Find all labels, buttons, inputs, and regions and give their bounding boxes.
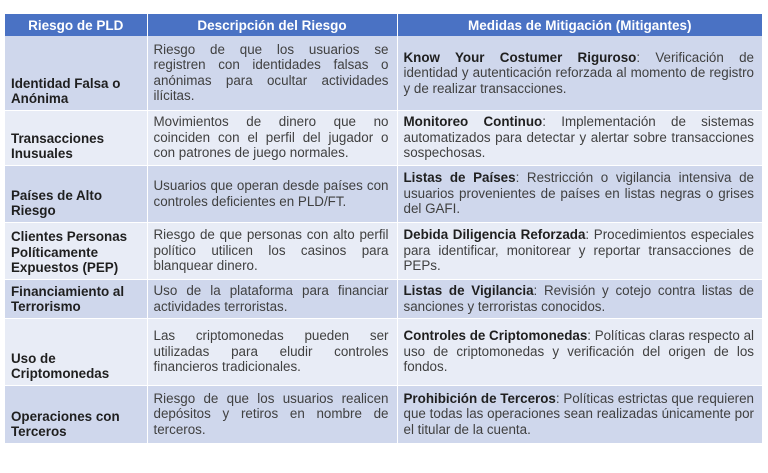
description-cell: Usuarios que operan desde países con controles deficientes en PLD/FT. [147,165,397,222]
mitigation-text: : Verificación de identidad y autenticación reforzada al momento de registro y de realizar transacciones. [403,49,754,96]
table-row [5,222,762,279]
mitigation-text: : Procedimientos especiales para identificar, monitorear y reportar transacciones de PEPs. [403,227,754,274]
table-row [5,279,762,318]
risk-cell: Transacciones Inusuales [5,110,147,165]
risk-cell: Clientes Personas Políticamente Expuestos (PEP) [5,222,147,279]
description-cell: Movimientos de dinero que no coinciden con el perfil del jugador o con patrones de juego normales. [147,110,397,165]
description-cell: Las criptomonedas pueden ser utilizadas para eludir controles financieros tradicionales. [147,318,397,385]
mitigation-cell [397,165,762,222]
mitigation-cell [397,279,762,318]
mitigation-title: Monitoreo Continuo [403,114,543,130]
table-header [5,14,762,36]
document [0,14,768,444]
risk-cell: Financiamiento al Terrorismo [5,279,147,318]
pld-risk-table [5,14,762,444]
mitigation-text: : Restricción o vigilancia intensiva de usuarios provenientes de países en listas negras o grises del GAFI. [403,170,754,217]
mitigation-title: Listas de Vigilancia [403,283,534,298]
mitigation-cell [397,385,762,443]
table-row [5,385,762,443]
risk-cell: Países de Alto Riesgo [5,165,147,222]
mitigation-title: Debida Diligencia Reforzada [403,227,586,243]
mitigation-text: : Políticas claras respecto al uso de criptomonedas y verificación del origen de los fondos. [403,328,754,375]
mitigation-cell [397,36,762,110]
description-cell: Uso de la plataforma para financiar actividades terroristas. [147,279,397,318]
mitigation-title: Controles de Criptomonedas [403,328,588,344]
table-row [5,165,762,222]
mitigation-cell [397,222,762,279]
header-mitigation: Medidas de Mitigación (Mitigantes) [397,14,762,36]
table-body [5,36,762,443]
mitigation-title: Know Your Costumer Riguroso [403,49,637,65]
mitigation-title: Listas de Países [403,170,516,186]
description-cell: Riesgo de que personas con alto perfil político utilicen los casinos para blanquear dinero. [147,222,397,279]
table-row [5,318,762,385]
mitigation-text: : Revisión y cotejo contra listas de sanciones y terroristas conocidos. [403,283,754,314]
risk-cell: Identidad Falsa o Anónima [5,36,147,110]
header-risk: Riesgo de PLD [5,14,147,36]
header-description: Descripción del Riesgo [147,14,397,36]
table-row [5,36,762,110]
header-row [5,14,762,36]
description-cell: Riesgo de que los usuarios se registren con identidades falsas o anónimas para ocultar actividades ilícitas. [147,36,397,110]
table-row [5,110,762,165]
description-cell: Riesgo de que los usuarios realicen depósitos y retiros en nombre de terceros. [147,385,397,443]
mitigation-cell [397,318,762,385]
risk-cell: Operaciones con Terceros [5,385,147,443]
mitigation-text: : Políticas estrictas que requieren que todas las operaciones sean realizadas únicamente por el titular de la cuenta. [403,390,755,437]
mitigation-text: : Implementación de sistemas automatizados para detectar y alertar sobre transacciones sospechosas. [403,114,754,161]
mitigation-cell [397,110,762,165]
risk-cell: Uso de Criptomonedas [5,318,147,385]
mitigation-title: Prohibición de Terceros [403,390,556,406]
